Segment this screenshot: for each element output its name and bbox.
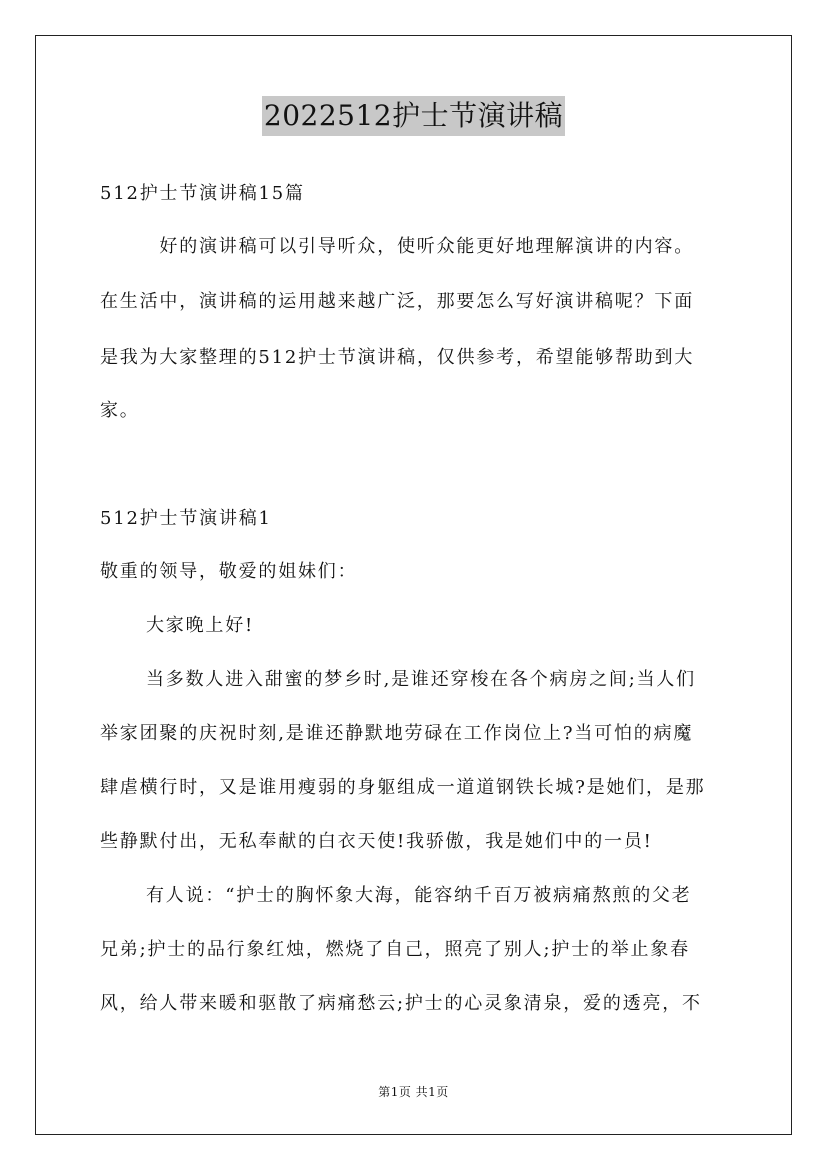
intro-line-1: 好的演讲稿可以引导听众，使听众能更好地理解演讲的内容。: [100, 236, 694, 257]
intro-line-2: 在生活中，演讲稿的运用越来越广泛，那要怎么写好演讲稿呢？下面: [100, 291, 694, 312]
title-container: [0, 96, 827, 136]
document-title: 2022512护士节演讲稿: [262, 96, 565, 136]
salutation: 敬重的领导，敬爱的姐妹们：: [100, 561, 358, 582]
paragraph2-line-2: 兄弟;护士的品行象红烛，燃烧了自己，照亮了别人;护士的举止象春: [100, 939, 690, 960]
paragraph1-line-3: 肆虐横行时，又是谁用瘦弱的身躯组成一道道钢铁长城?是她们，是那: [100, 777, 706, 798]
paragraph1-line-4: 些静默付出，无私奉献的白衣天使!我骄傲，我是她们中的一员!: [100, 831, 653, 852]
intro-line-4: 家。: [100, 400, 140, 421]
document-subtitle: 512护士节演讲稿15篇: [100, 183, 305, 204]
section-heading: 512护士节演讲稿1: [100, 508, 272, 529]
paragraph1-line-1: 当多数人进入甜蜜的梦乡时,是谁还穿梭在各个病房之间;当人们: [146, 669, 696, 690]
paragraph2-line-1: 有人说：“护士的胸怀象大海，能容纳千百万被病痛熬煎的父老: [146, 885, 692, 906]
paragraph1-line-2: 举家团聚的庆祝时刻,是谁还静默地劳碌在工作岗位上?当可怕的病魔: [100, 723, 694, 744]
page-footer: 第1页 共1页: [378, 1085, 449, 1099]
intro-line-3: 是我为大家整理的512护士节演讲稿，仅供参考，希望能够帮助到大: [100, 347, 695, 368]
greeting: 大家晚上好!: [146, 615, 255, 636]
paragraph2-line-3: 风，给人带来暖和驱散了病痛愁云;护士的心灵象清泉，爱的透亮，不: [100, 993, 702, 1014]
